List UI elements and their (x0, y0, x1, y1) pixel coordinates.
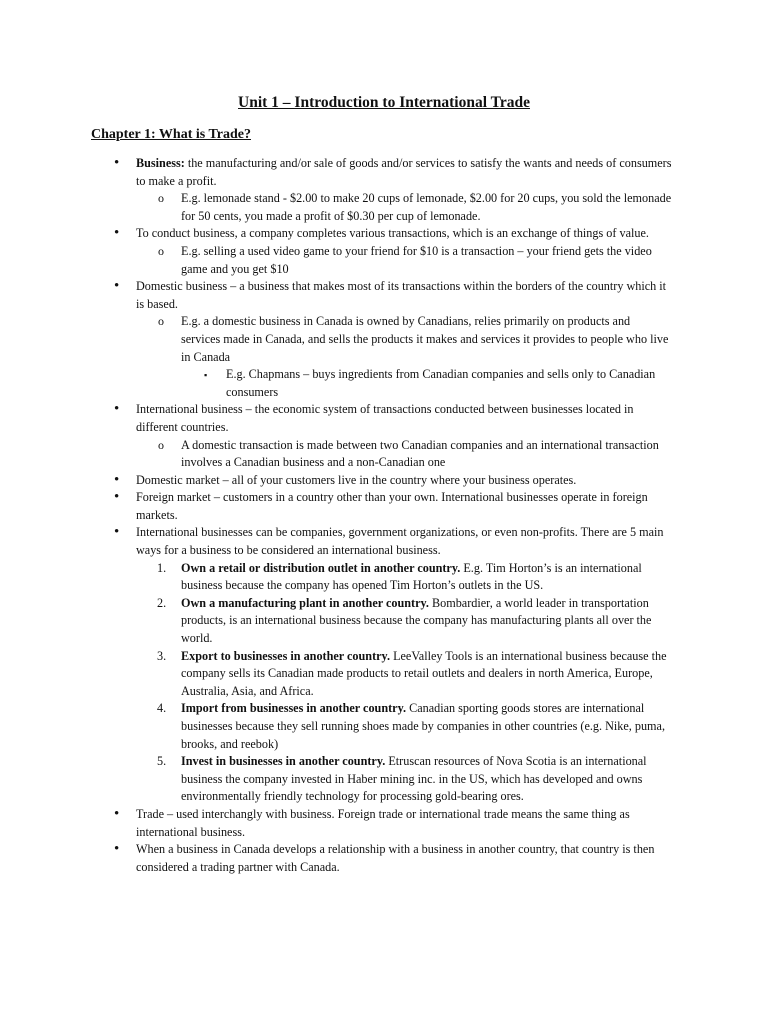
item-bold-lead: Invest in businesses in another country. (181, 754, 386, 769)
list-item (0, 437, 768, 472)
item-bold-lead: Own a manufacturing plant in another country. (181, 595, 429, 610)
number-marker: 2. (157, 595, 167, 610)
list-item (0, 225, 768, 243)
item-bold-lead: Own a retail or distribution outlet in another country. (181, 560, 461, 575)
bullet-marker: • (114, 489, 120, 506)
number-marker: 1. (157, 560, 167, 575)
bullet-marker: • (114, 225, 120, 242)
number-marker: 5. (157, 754, 167, 769)
item-text: Canadian sporting goods stores are international businesses because they sell running shoes made by companies in other countries (e.g. Nike, puma, brooks, and reebok) (181, 701, 665, 751)
chapter-heading: Chapter 1: What is Trade? (91, 127, 251, 142)
numbered-item (0, 700, 768, 753)
item-text: Domestic business – a business that makes most of its transactions within the borders of the country which it is based. (136, 279, 667, 311)
bullet-marker: • (114, 278, 120, 295)
numbered-item (0, 648, 768, 701)
list-item (0, 155, 768, 190)
bullet-marker: • (114, 155, 120, 171)
item-text: E.g. Tim Horton’s is an international business because the company has opened Tim Horton’s outlets in the US. (181, 560, 642, 593)
bullet-marker: • (114, 524, 120, 541)
item-text: E.g. Chapmans – buys ingredients from Canadian companies and sells only to Canadian consumers (226, 367, 656, 399)
item-text: E.g. a domestic business in Canada is owned by Canadians, relies primarily on products and services made in Canada, and sells the products it makes and services it provides to people who live in Canada (181, 314, 669, 364)
item-bold-lead: Import from businesses in another country. (181, 701, 407, 716)
item-bold-lead: Business: (136, 156, 185, 170)
document-title: Unit 1 – Introduction to International Trade (238, 94, 530, 111)
bullet-marker: o (158, 437, 164, 452)
item-text: A domestic transaction is made between two Canadian companies and an international transaction involves a Canadian business and a non-Canadian one (181, 437, 659, 470)
number-marker: 4. (157, 701, 167, 716)
bullet-marker: • (114, 841, 120, 858)
square-bullet-marker: ▪ (204, 370, 208, 381)
number-marker: 3. (157, 648, 167, 663)
numbered-item (0, 560, 768, 595)
item-text: Bombardier, a world leader in transportation products, is an international business because the company has manufacturing plants all over the world. (181, 595, 652, 646)
list-item (0, 524, 768, 559)
list-item (0, 401, 768, 436)
item-text: Domestic market – all of your customers live in the country where your business operates. (136, 472, 577, 487)
numbered-item (0, 753, 768, 806)
item-text: Etruscan resources of Nova Scotia is an international business the company invested in Haber mining inc. in the US, which has developed and owns environmentally friendly technology for processing gold-bearing ores. (181, 754, 647, 804)
item-text: International businesses can be companies, government organizations, or even non-profits. There are 5 main ways for a business to be considered an international business. (136, 525, 664, 558)
item-text: Trade – used interchangly with business. Foreign trade or international trade means the same thing as international business. (136, 806, 630, 839)
numbered-item (0, 595, 768, 648)
list-item (0, 841, 768, 876)
list-item (0, 489, 768, 524)
item-text: E.g. selling a used video game to your friend for $10 is a transaction – your friend gets the video game and you get $10 (181, 243, 652, 276)
bullet-marker: • (114, 805, 120, 822)
list-item (0, 472, 768, 490)
list-item (0, 806, 768, 841)
bullet-marker: • (114, 471, 120, 488)
item-text: When a business in Canada develops a relationship with a business in another country, that country is then considered a trading partner with Canada. (136, 842, 655, 874)
document-body (0, 155, 768, 876)
list-item (0, 243, 768, 278)
bullet-marker: o (158, 243, 164, 258)
item-bold-lead: Export to businesses in another country. (181, 648, 391, 663)
bullet-marker: o (158, 314, 164, 329)
item-text: International business – the economic system of transactions conducted between businesses located in different countries. (136, 402, 634, 434)
list-item (0, 190, 768, 225)
item-text: LeeValley Tools is an international business because the company sells its Canadian made products to retail outlets and dealers in north America, Europe, Australia, Asia, and Africa. (181, 648, 667, 698)
list-item (0, 313, 768, 366)
list-item (0, 278, 768, 313)
bullet-marker: o (158, 191, 164, 206)
bullet-marker: • (114, 401, 120, 418)
item-text: To conduct business, a company completes various transactions, which is an exchange of things of value. (136, 226, 649, 241)
item-text: Foreign market – customers in a country other than your own. International businesses operate in foreign markets. (136, 490, 648, 522)
list-item (0, 366, 768, 401)
item-text: the manufacturing and/or sale of goods and/or services to satisfy the wants and needs of consumers to make a profit. (136, 156, 672, 188)
item-text: E.g. lemonade stand - $2.00 to make 20 cups of lemonade, $2.00 for 20 cups, you sold the lemonade for 50 cents, you made a profit of $0.30 per cup of lemonade. (181, 191, 672, 223)
